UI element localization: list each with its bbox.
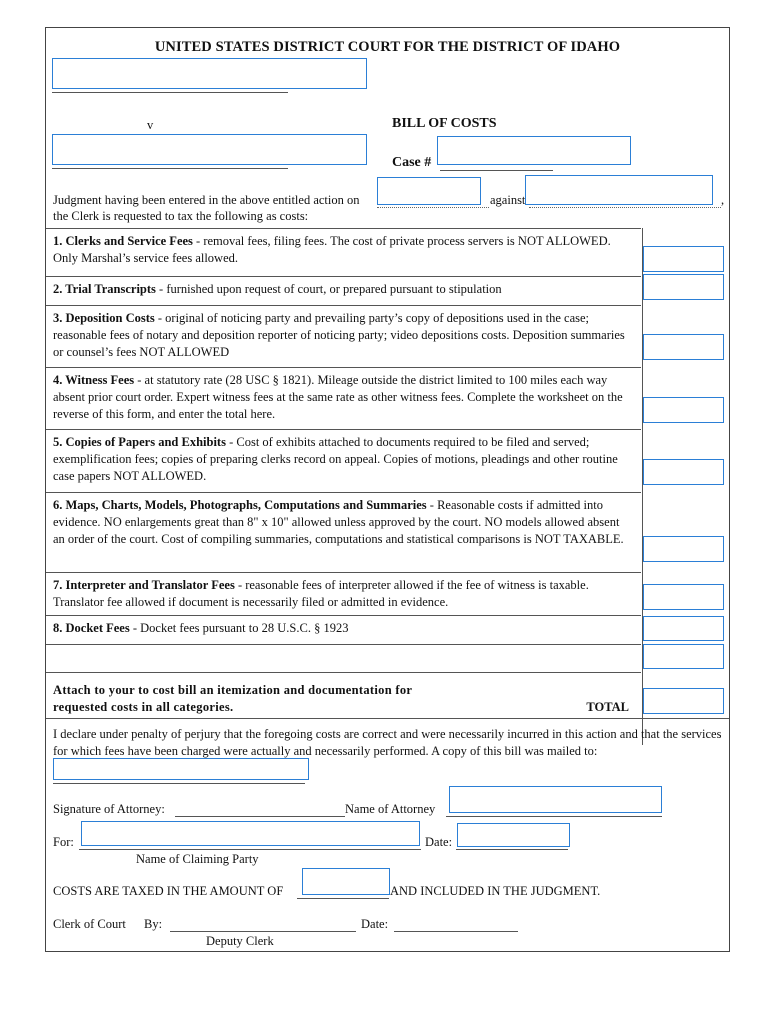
cost-item-title: 8. Docket Fees: [53, 621, 130, 635]
amount-field-interpreter[interactable]: [643, 584, 724, 610]
cost-item-title: 1. Clerks and Service Fees: [53, 234, 193, 248]
amount-field-copies[interactable]: [643, 459, 724, 485]
by-label: By:: [144, 917, 163, 931]
plaintiff-underline: [52, 92, 288, 93]
cost-item-title: 3. Deposition Costs: [53, 311, 155, 325]
bill-of-costs-heading: BILL OF COSTS: [392, 116, 497, 131]
signature-line[interactable]: [175, 816, 345, 817]
amount-field-maps-charts[interactable]: [643, 536, 724, 562]
cost-item-text: - reasonable fees of interpreter allowed if the fee of witness is taxable. Translator fee allowed if document is necessarily filed or admitted in evidence.: [53, 578, 589, 609]
cost-item-text: - Reasonable costs if admitted into evidence. NO enlargements great than 8" x 10" allowed unless approved by the court. NO models allowed absent an order of the court. Cost of compiling summaries, computations and statistical comparisons is NOT TAXABLE.: [53, 498, 624, 546]
amount-field-transcripts[interactable]: [643, 274, 724, 300]
mailed-to-underline: [53, 783, 305, 784]
bill-of-costs-form: [45, 27, 730, 952]
for-label: For:: [53, 835, 74, 849]
date-label: Date:: [425, 835, 453, 849]
cost-item-text: - at statutory rate (28 USC § 1821). Mileage outside the district limited to 100 miles each way absent prior court order. Expert witness fees at the same rate as other witness fees. Complete the worksheet on the reverse of this form, and enter the total here.: [53, 373, 623, 421]
versus-label: v: [147, 118, 154, 132]
judgment-date-underline: [377, 207, 489, 208]
against-label: against: [490, 193, 526, 207]
amount-field-depositions[interactable]: [643, 334, 724, 360]
deputy-signature-line[interactable]: [170, 931, 356, 932]
signature-label: Signature of Attorney:: [53, 802, 165, 816]
case-number-label: Case #: [392, 155, 432, 170]
attorney-name-underline: [446, 816, 662, 817]
date-underline: [456, 849, 568, 850]
cost-item-2: [46, 276, 641, 305]
case-number-underline: [440, 170, 553, 171]
mailed-to-field[interactable]: [53, 758, 309, 780]
cost-item-1: [46, 228, 641, 276]
clerk-date-label: Date:: [361, 917, 389, 931]
cost-item-8: [46, 615, 641, 644]
date-field[interactable]: [457, 823, 570, 847]
against-underline: [529, 207, 721, 208]
claiming-party-underline: [79, 849, 421, 850]
cost-item-text: - removal fees, filing fees. The cost of private process servers is NOT ALLOWED. Only Marshal’s service fees allowed.: [53, 234, 611, 265]
against-party-field[interactable]: [525, 175, 713, 205]
clerk-of-court-label: Clerk of Court: [53, 917, 126, 931]
declaration-text: I declare under penalty of perjury that the foregoing costs are correct and were necessarily incurred in this action and that the services for which fees have been charged were actually and necessarily performed. A copy of this bill was mailed to:: [53, 727, 722, 758]
cost-item-6: [46, 492, 641, 572]
taxed-label: COSTS ARE TAXED IN THE AMOUNT OF: [53, 884, 284, 898]
blank-cost-row: [46, 644, 641, 672]
amount-field-other[interactable]: [643, 644, 724, 669]
judgment-line-2: the Clerk is requested to tax the following as costs:: [53, 209, 309, 223]
amount-field-witness-fees[interactable]: [643, 397, 724, 423]
amount-field-total[interactable]: [643, 688, 724, 714]
attach-line-1: Attach to your to cost bill an itemization and documentation for: [53, 683, 413, 697]
defendant-underline: [52, 168, 288, 169]
section-divider: [46, 718, 729, 719]
cost-item-5: [46, 429, 641, 492]
amount-field-clerks-fees[interactable]: [643, 246, 724, 272]
attach-note: [46, 672, 641, 718]
page-title: UNITED STATES DISTRICT COURT FOR THE DISTRICT OF IDAHO: [154, 39, 621, 55]
attach-line-2: requested costs in all categories.: [53, 699, 234, 714]
claiming-party-caption: Name of Claiming Party: [136, 852, 259, 866]
judgment-date-field[interactable]: [377, 177, 481, 205]
defendant-field[interactable]: [52, 134, 367, 165]
taxed-amount-field[interactable]: [302, 868, 390, 895]
plaintiff-field[interactable]: [52, 58, 367, 89]
attorney-name-label: Name of Attorney: [345, 802, 436, 816]
judgment-text: Judgment having been entered in the above entitled action on: [53, 193, 360, 207]
cost-item-title: 2. Trial Transcripts: [53, 282, 156, 296]
clerk-date-line[interactable]: [394, 931, 518, 932]
deputy-clerk-caption: Deputy Clerk: [206, 934, 274, 948]
taxed-suffix: AND INCLUDED IN THE JUDGMENT.: [390, 884, 601, 898]
cost-item-title: 6. Maps, Charts, Models, Photographs, Computations and Summaries: [53, 498, 427, 512]
claiming-party-field[interactable]: [81, 821, 420, 846]
cost-item-title: 7. Interpreter and Translator Fees: [53, 578, 235, 592]
comma: ,: [721, 193, 725, 207]
attorney-name-field[interactable]: [449, 786, 662, 813]
cost-item-3: [46, 305, 641, 367]
cost-item-text: - original of noticing party and prevailing party’s copy of depositions used in the case; reasonable fees of notary and deposition reporter of noticing party; video depositions costs. Deposition summaries or counsel’s fees NOT ALLOWED: [53, 311, 625, 359]
cost-item-text: - Docket fees pursuant to 28 U.S.C. § 1923: [129, 621, 349, 635]
cost-item-4: [46, 367, 641, 429]
total-label: TOTAL: [586, 700, 629, 714]
cost-item-title: 4. Witness Fees: [53, 373, 135, 387]
cost-item-7: [46, 572, 641, 615]
cost-item-text: - Cost of exhibits attached to documents required to be filed and served; exemplification fees; copies of preparing clerks record on appeal. Copies of motions, pleadings and other routine case papers NOT ALLOWED.: [53, 435, 618, 483]
taxed-amount-underline: [297, 898, 389, 899]
amount-field-docket-fees[interactable]: [643, 616, 724, 641]
cost-item-title: 5. Copies of Papers and Exhibits: [53, 435, 226, 449]
cost-item-text: - furnished upon request of court, or prepared pursuant to stipulation: [155, 282, 502, 296]
case-number-field[interactable]: [437, 136, 631, 165]
